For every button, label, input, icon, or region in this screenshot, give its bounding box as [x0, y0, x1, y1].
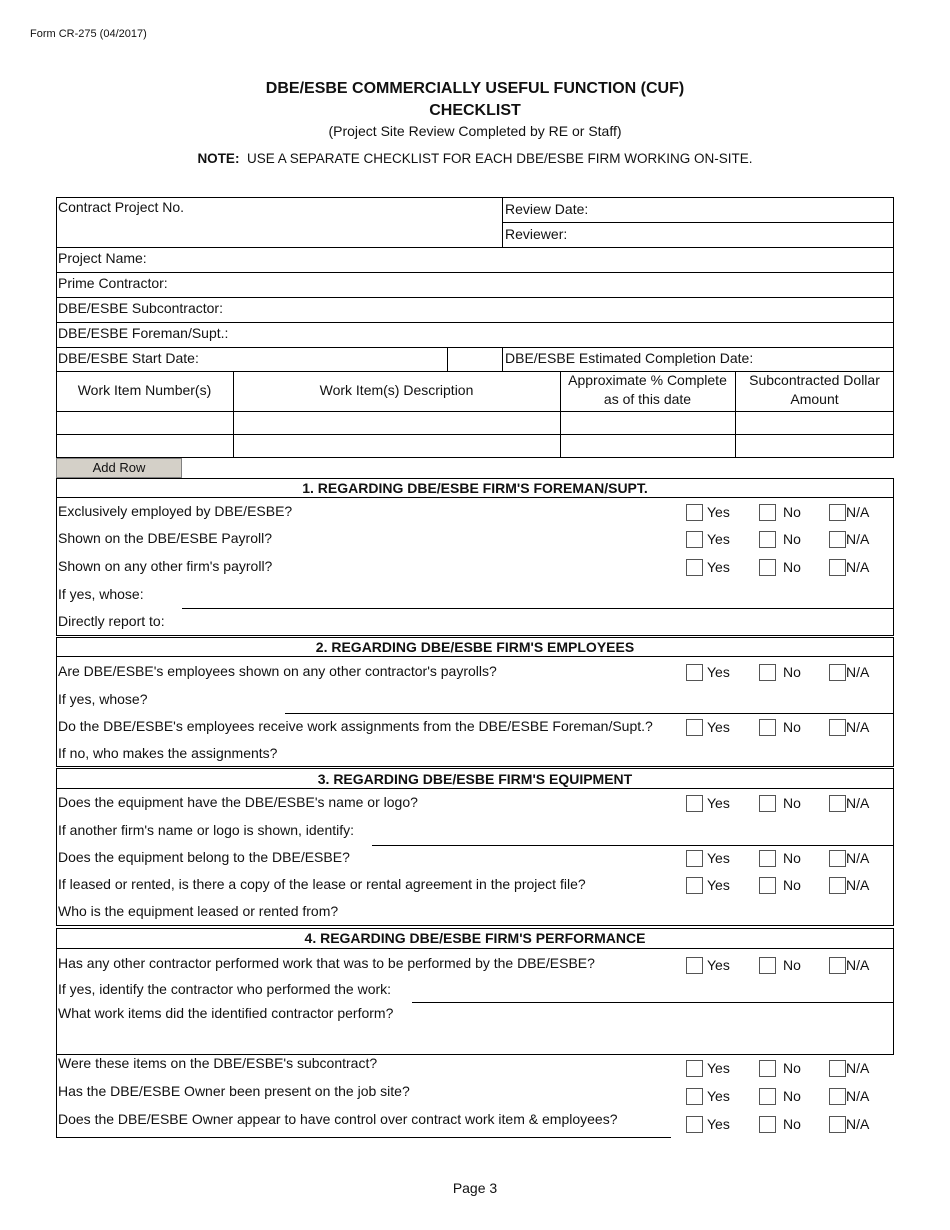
- s4-q6-no-label: No: [783, 1116, 801, 1132]
- s2-q3-label: Do the DBE/ESBE's employees receive work assignments from the DBE/ESBE Foreman/Supt.?: [58, 718, 653, 734]
- s3-q1-na-checkbox[interactable]: [829, 795, 846, 812]
- s4-q2-label: If yes, identify the contractor who performed the work:: [58, 981, 392, 997]
- s2-q3-yes-checkbox[interactable]: [686, 719, 703, 736]
- s1-q1-no-checkbox[interactable]: [759, 504, 776, 521]
- foreman-input[interactable]: [230, 325, 890, 344]
- review-date-input[interactable]: [595, 201, 890, 220]
- s2-q3-yes-label: Yes: [707, 719, 730, 735]
- s3-q3-na-checkbox[interactable]: [829, 850, 846, 867]
- dollar-amount-header: Subcontracted Dollar: [749, 372, 880, 388]
- s3-q1-yes-label: Yes: [707, 795, 730, 811]
- s1-q2-yes-checkbox[interactable]: [686, 531, 703, 548]
- s3-q4-label: If leased or rented, is there a copy of the lease or rental agreement in the project file?: [58, 876, 586, 892]
- s1-q2-yes-label: Yes: [707, 531, 730, 547]
- s2-q1-no-label: No: [783, 664, 801, 680]
- s1-q1-no-label: No: [783, 504, 801, 520]
- s4-q4-yes-checkbox[interactable]: [686, 1060, 703, 1077]
- note-text: USE A SEPARATE CHECKLIST FOR EACH DBE/ESBE FIRM WORKING ON-SITE.: [246, 151, 753, 166]
- s4-q4-no-label: No: [783, 1060, 801, 1076]
- s4-q6-label: Does the DBE/ESBE Owner appear to have control over contract work item & employees?: [58, 1111, 618, 1127]
- form-number: Form CR-275 (04/2017): [30, 28, 147, 40]
- s3-q1-label: Does the equipment have the DBE/ESBE's name or logo?: [58, 794, 418, 810]
- s2-q3-no-label: No: [783, 719, 801, 735]
- s3-q3-no-label: No: [783, 850, 801, 866]
- work-item-description-input[interactable]: [237, 414, 557, 432]
- s4-q3-label: What work items did the identified contractor perform?: [58, 1005, 394, 1021]
- s4-q4-no-checkbox[interactable]: [759, 1060, 776, 1077]
- s4-q1-na-label: N/A: [846, 957, 870, 973]
- s4-q4-na-label: N/A: [846, 1060, 870, 1076]
- review-date-label: Review Date:: [505, 201, 589, 217]
- s2-assignments-input[interactable]: [290, 744, 885, 764]
- s3-q1-no-checkbox[interactable]: [759, 795, 776, 812]
- s1-q3-na-label: N/A: [846, 559, 870, 575]
- s4-q6-na-checkbox[interactable]: [829, 1116, 846, 1133]
- form-subtitle: (Project Site Review Completed by RE or Staff): [328, 123, 622, 139]
- s4-q5-na-checkbox[interactable]: [829, 1088, 846, 1105]
- form-note: [0, 151, 950, 166]
- s4-q5-no-checkbox[interactable]: [759, 1088, 776, 1105]
- s2-q3-na-checkbox[interactable]: [829, 719, 846, 736]
- completion-date-input[interactable]: [752, 350, 890, 369]
- form-title-line2: CHECKLIST: [429, 102, 521, 119]
- s3-q4-na-label: N/A: [846, 877, 870, 893]
- start-date-label: DBE/ESBE Start Date:: [58, 350, 199, 366]
- s1-q2-no-checkbox[interactable]: [759, 531, 776, 548]
- s3-q3-yes-label: Yes: [707, 850, 730, 866]
- s1-q2-na-checkbox[interactable]: [829, 531, 846, 548]
- s4-q4-label: Were these items on the DBE/ESBE's subcontract?: [58, 1055, 378, 1071]
- dollar-amount-input[interactable]: [739, 437, 891, 455]
- s3-q4-yes-label: Yes: [707, 877, 730, 893]
- s3-q4-no-checkbox[interactable]: [759, 877, 776, 894]
- percent-complete-header-line2: as of this date: [603, 391, 692, 407]
- s4-q4-yes-label: Yes: [707, 1060, 730, 1076]
- work-item-number-input[interactable]: [60, 414, 230, 432]
- s2-q4-label: If no, who makes the assignments?: [58, 745, 278, 761]
- project-name-input[interactable]: [155, 250, 890, 269]
- s1-q1-label: Exclusively employed by DBE/ESBE?: [58, 503, 293, 519]
- s1-q2-label: Shown on the DBE/ESBE Payroll?: [58, 530, 273, 546]
- s3-q1-no-label: No: [783, 795, 801, 811]
- prime-contractor-input[interactable]: [175, 275, 890, 294]
- subcontractor-label: DBE/ESBE Subcontractor:: [58, 300, 223, 316]
- s3-q1-na-label: N/A: [846, 795, 870, 811]
- s1-q3-na-checkbox[interactable]: [829, 559, 846, 576]
- s1-q1-na-label: N/A: [846, 504, 870, 520]
- s4-q1-no-checkbox[interactable]: [759, 957, 776, 974]
- s1-q2-no-label: No: [783, 531, 801, 547]
- s3-q4-no-label: No: [783, 877, 801, 893]
- s4-q6-yes-label: Yes: [707, 1116, 730, 1132]
- s2-q1-na-label: N/A: [846, 664, 870, 680]
- s3-identify-input[interactable]: [378, 822, 883, 842]
- work-item-number-header: Work Item Number(s): [77, 382, 212, 398]
- s3-q2-label: If another firm's name or logo is shown, identify:: [58, 822, 355, 838]
- s1-q2-na-label: N/A: [846, 531, 870, 547]
- s2-q3-no-checkbox[interactable]: [759, 719, 776, 736]
- s3-leased-from-input[interactable]: [355, 902, 885, 922]
- s1-whose-input[interactable]: [185, 586, 885, 606]
- s1-q3-label: Shown on any other firm's payroll?: [58, 558, 273, 574]
- s4-work-items-input[interactable]: [60, 1027, 885, 1049]
- s4-q5-na-label: N/A: [846, 1088, 870, 1104]
- work-item-description-header: Work Item(s) Description: [319, 382, 474, 398]
- s2-q1-no-checkbox[interactable]: [759, 664, 776, 681]
- s4-q1-label: Has any other contractor performed work that was to be performed by the DBE/ESBE?: [58, 955, 595, 971]
- percent-complete-header: Approximate % Complete: [568, 372, 727, 388]
- prime-contractor-label: Prime Contractor:: [58, 275, 168, 291]
- add-row-button[interactable]: Add Row: [56, 458, 182, 478]
- reviewer-input[interactable]: [575, 225, 890, 244]
- s3-q4-yes-checkbox[interactable]: [686, 877, 703, 894]
- s1-q3-yes-checkbox[interactable]: [686, 559, 703, 576]
- dollar-amount-input[interactable]: [739, 414, 891, 432]
- percent-complete-input[interactable]: [564, 437, 732, 455]
- s3-q3-no-checkbox[interactable]: [759, 850, 776, 867]
- section2-title: 2. REGARDING DBE/ESBE FIRM'S EMPLOYEES: [315, 639, 635, 655]
- s4-q1-no-label: No: [783, 957, 801, 973]
- s4-q1-yes-label: Yes: [707, 957, 730, 973]
- s4-contractor-input[interactable]: [418, 980, 888, 1000]
- s3-q3-na-label: N/A: [846, 850, 870, 866]
- s4-q5-label: Has the DBE/ESBE Owner been present on the job site?: [58, 1083, 410, 1099]
- s4-q5-yes-checkbox[interactable]: [686, 1088, 703, 1105]
- s1-q3-no-checkbox[interactable]: [759, 559, 776, 576]
- foreman-label: DBE/ESBE Foreman/Supt.:: [58, 325, 229, 341]
- s2-q3-na-label: N/A: [846, 719, 870, 735]
- project-name-label: Project Name:: [58, 250, 147, 266]
- s2-q1-yes-label: Yes: [707, 664, 730, 680]
- s4-q6-na-label: N/A: [846, 1116, 870, 1132]
- s2-q1-na-checkbox[interactable]: [829, 664, 846, 681]
- work-item-description-input[interactable]: [237, 437, 557, 455]
- s1-q3-no-label: No: [783, 559, 801, 575]
- s4-q6-yes-checkbox[interactable]: [686, 1116, 703, 1133]
- dollar-amount-header-line2: Amount: [790, 391, 839, 407]
- s2-q1-label: Are DBE/ESBE's employees shown on any other contractor's payrolls?: [58, 663, 497, 679]
- form-title: DBE/ESBE COMMERCIALLY USEFUL FUNCTION (CUF): [265, 80, 685, 97]
- s1-q1-na-checkbox[interactable]: [829, 504, 846, 521]
- s2-whose-input[interactable]: [290, 690, 670, 710]
- s4-q5-yes-label: Yes: [707, 1088, 730, 1104]
- page-number: Page 3: [452, 1180, 498, 1196]
- s1-q5-label: Directly report to:: [58, 613, 165, 629]
- s1-q1-yes-checkbox[interactable]: [686, 504, 703, 521]
- s3-q3-yes-checkbox[interactable]: [686, 850, 703, 867]
- s3-q1-yes-checkbox[interactable]: [686, 795, 703, 812]
- s4-q1-na-checkbox[interactable]: [829, 957, 846, 974]
- s3-q4-na-checkbox[interactable]: [829, 877, 846, 894]
- subcontractor-input[interactable]: [225, 300, 890, 319]
- s1-q3-yes-label: Yes: [707, 559, 730, 575]
- s3-q3-label: Does the equipment belong to the DBE/ESBE?: [58, 849, 350, 865]
- reviewer-label: Reviewer:: [505, 226, 568, 242]
- s3-q5-label: Who is the equipment leased or rented from?: [58, 903, 339, 919]
- completion-date-label: DBE/ESBE Estimated Completion Date:: [505, 350, 754, 366]
- s1-report-to-input[interactable]: [180, 612, 885, 632]
- s4-q1-yes-checkbox[interactable]: [686, 957, 703, 974]
- section1-title: 1. REGARDING DBE/ESBE FIRM'S FOREMAN/SUPT.: [302, 480, 648, 496]
- contract-project-no-input[interactable]: [240, 199, 495, 219]
- s2-q2-label: If yes, whose?: [58, 691, 148, 707]
- s4-q5-no-label: No: [783, 1088, 801, 1104]
- s4-q4-na-checkbox[interactable]: [829, 1060, 846, 1077]
- s1-q4-label: If yes, whose:: [58, 586, 144, 602]
- note-label: NOTE:: [197, 151, 240, 166]
- s4-q6-no-checkbox[interactable]: [759, 1116, 776, 1133]
- s1-q1-yes-label: Yes: [707, 504, 730, 520]
- section4-title: 4. REGARDING DBE/ESBE FIRM'S PERFORMANCE: [304, 930, 646, 946]
- section3-title: 3. REGARDING DBE/ESBE FIRM'S EQUIPMENT: [317, 771, 633, 787]
- s2-q1-yes-checkbox[interactable]: [686, 664, 703, 681]
- contract-project-no-label: Contract Project No.: [58, 199, 185, 215]
- start-date-input[interactable]: [200, 350, 440, 369]
- percent-complete-input[interactable]: [564, 414, 732, 432]
- work-item-number-input[interactable]: [60, 437, 230, 455]
